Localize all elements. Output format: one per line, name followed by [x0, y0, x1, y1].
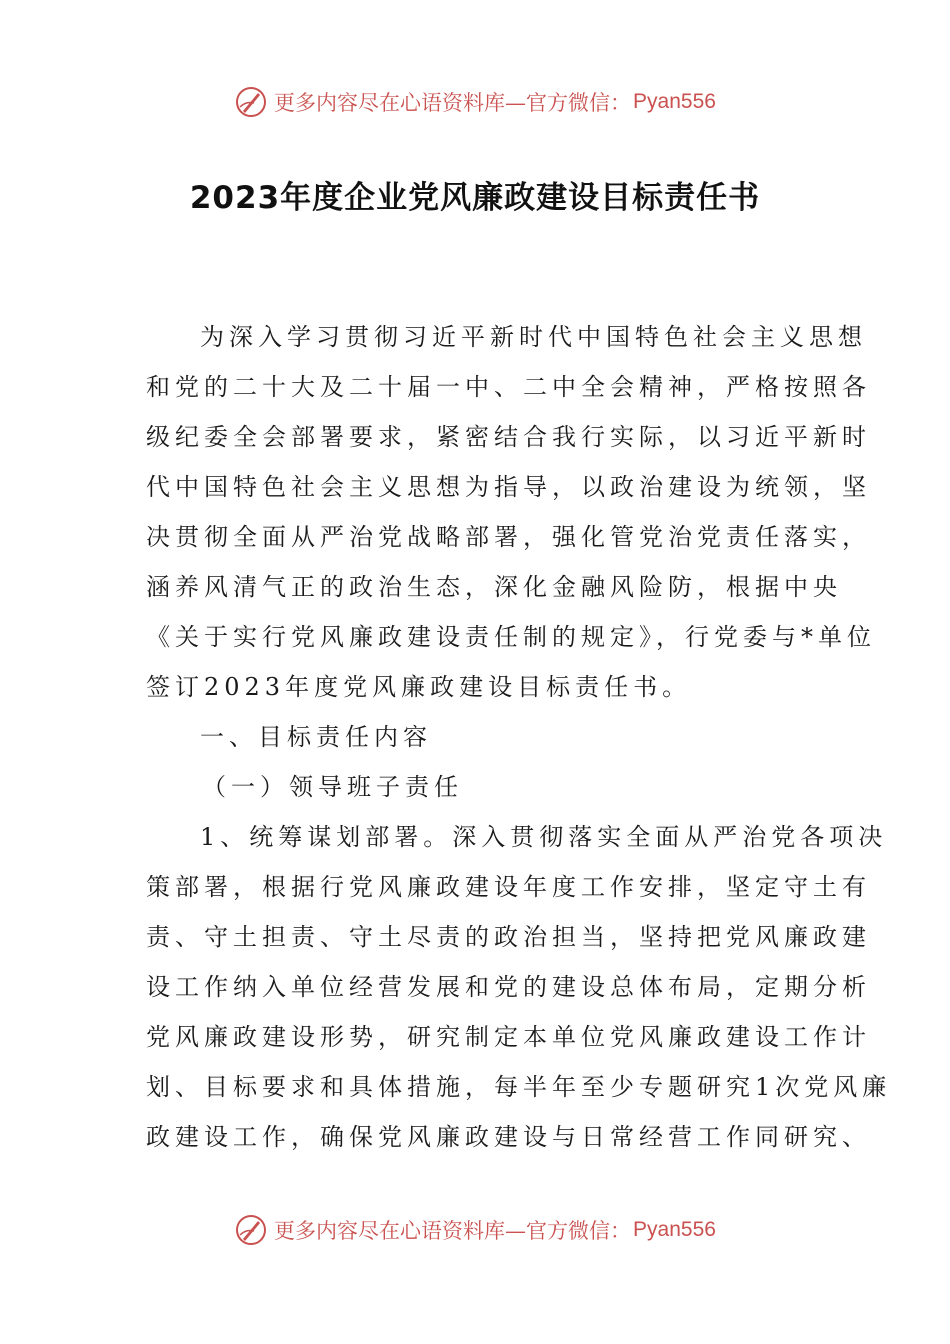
document-body [146, 312, 892, 1162]
watermark-text: 更多内容尽在心语资料库—官方微信： [274, 1219, 632, 1243]
section-heading: 一、目标责任内容 [200, 723, 432, 751]
paragraph-line: 1、统筹谋划部署。深入贯彻落实全面从严治党各项决 [200, 823, 888, 851]
watermark-text: 更多内容尽在心语资料库—官方微信： [274, 91, 632, 115]
paragraph-line: 策部署，根据行党风廉政建设年度工作安排，坚定守土有 [146, 873, 871, 901]
watermark-header [0, 82, 950, 122]
paragraph-line: 代中国特色社会主义思想为指导，以政治建设为统领，坚 [146, 473, 871, 501]
paragraph-line: 签订2023年度党风廉政建设目标责任书。 [146, 673, 692, 701]
paragraph-line: 《关于实行党风廉政建设责任制的规定》，行党委与*单位 [146, 623, 876, 651]
paragraph-line: 决贯彻全面从严治党战略部署，强化管党治党责任落实， [146, 523, 871, 551]
paragraph-line: 责、守土担责、守土尽责的政治担当，坚持把党风廉政建 [146, 923, 871, 951]
paragraph-line: 设工作纳入单位经营发展和党的建设总体布局，定期分析 [146, 973, 871, 1001]
paragraph-line: 和党的二十大及二十届一中、二中全会精神，严格按照各 [146, 373, 871, 401]
paragraph-line: 级纪委全会部署要求，紧密结合我行实际，以习近平新时 [146, 423, 871, 451]
subsection-heading: （一）领导班子责任 [202, 773, 463, 801]
paragraph-line: 为深入学习贯彻习近平新时代中国特色社会主义思想 [200, 323, 867, 351]
paragraph-line: 党风廉政建设形势，研究制定本单位党风廉政建设工作计 [146, 1023, 871, 1051]
paragraph-line: 涵养风清气正的政治生态，深化金融风险防，根据中央 [146, 573, 842, 601]
document-title: 2023年度企业党风廉政建设目标责任书 [189, 180, 761, 216]
watermark-wechat-id: Pyan556 [633, 90, 716, 113]
watermark-footer [0, 1210, 950, 1250]
paragraph-line: 政建设工作，确保党风廉政建设与日常经营工作同研究、 [146, 1123, 871, 1151]
quill-pen-logo-icon [234, 85, 268, 119]
paragraph-line: 划、目标要求和具体措施，每半年至少专题研究1次党风廉 [146, 1073, 892, 1101]
quill-pen-logo-icon [234, 1213, 268, 1247]
watermark-wechat-id: Pyan556 [633, 1218, 716, 1241]
